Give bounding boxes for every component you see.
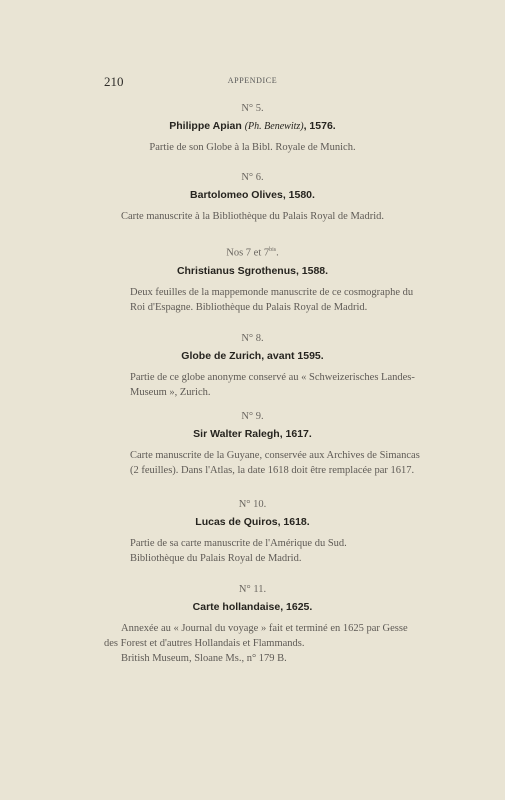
entry-number: Nos 7 et $7^{bis}$. <box>226 247 279 259</box>
entry-text: Carte manuscrite à la Bibliothèque du Palais Royal de Madrid. <box>120 211 385 222</box>
entry-number: N° 10. <box>238 499 267 510</box>
entry-9 <box>0 411 505 478</box>
entry-7 <box>0 244 505 315</box>
entry-6 <box>0 172 505 224</box>
entry-title: Bartolomeo Olives, 1580. <box>190 189 315 201</box>
entry-text: Partie de sa carte manuscrite de l'Amérique du Sud. Bibliothèque du Palais Royal de Madrid. <box>130 538 347 564</box>
entry-10 <box>0 499 505 566</box>
entry-number: N° 8. <box>241 333 264 344</box>
entry-title: Philippe Apian (Ph. Benewitz), 1576. <box>169 120 336 132</box>
entry-title: Christianus Sgrothenus, 1588. <box>176 264 329 277</box>
running-title: APPENDICE <box>227 76 278 85</box>
page-header <box>0 74 505 90</box>
entry-text: Partie de ce globe anonyme conservé au « Schweizerisches Landes- Museum », Zurich. <box>130 372 415 398</box>
entry-text: Partie de son Globe à la Bibl. Royale de Munich. <box>149 142 356 153</box>
entry-title-note: (Ph. Benewitz) <box>244 121 304 132</box>
page-number: 210 <box>104 74 124 89</box>
entry-number: N° 6. <box>241 172 264 183</box>
entry-8 <box>0 333 505 400</box>
entry-title: Lucas de Quiros, 1618. <box>195 516 310 528</box>
entry-11 <box>0 584 505 666</box>
entry-title: Carte hollandaise, 1625. <box>192 601 313 613</box>
entry-number: N° 11. <box>238 584 267 595</box>
entry-text: Annexée au « Journal du voyage » fait et terminé en 1625 par Gesse des Forest et d'autres Hollandais et Flammands. British Museum, Sloane Ms., n° 179 B. <box>104 623 408 664</box>
entry-text: Deux feuilles de la mappemonde manuscrite de ce cosmographe du Roi d'Espagne. Bibliothèque du Palais Royal de Madrid. <box>130 286 414 313</box>
entry-title: Sir Walter Ralegh, 1617. <box>193 428 312 440</box>
entry-text: Carte manuscrite de la Guyane, conservée aux Archives de Simancas (2 feuilles). Dans l'Atlas, la date 1618 doit être remplacée par 1617. <box>130 450 420 476</box>
entry-number: N° 9. <box>241 411 264 422</box>
entry-number: N° 5. <box>241 103 264 114</box>
entry-5 <box>0 103 505 155</box>
entry-title: Globe de Zurich, avant 1595. <box>181 350 324 362</box>
